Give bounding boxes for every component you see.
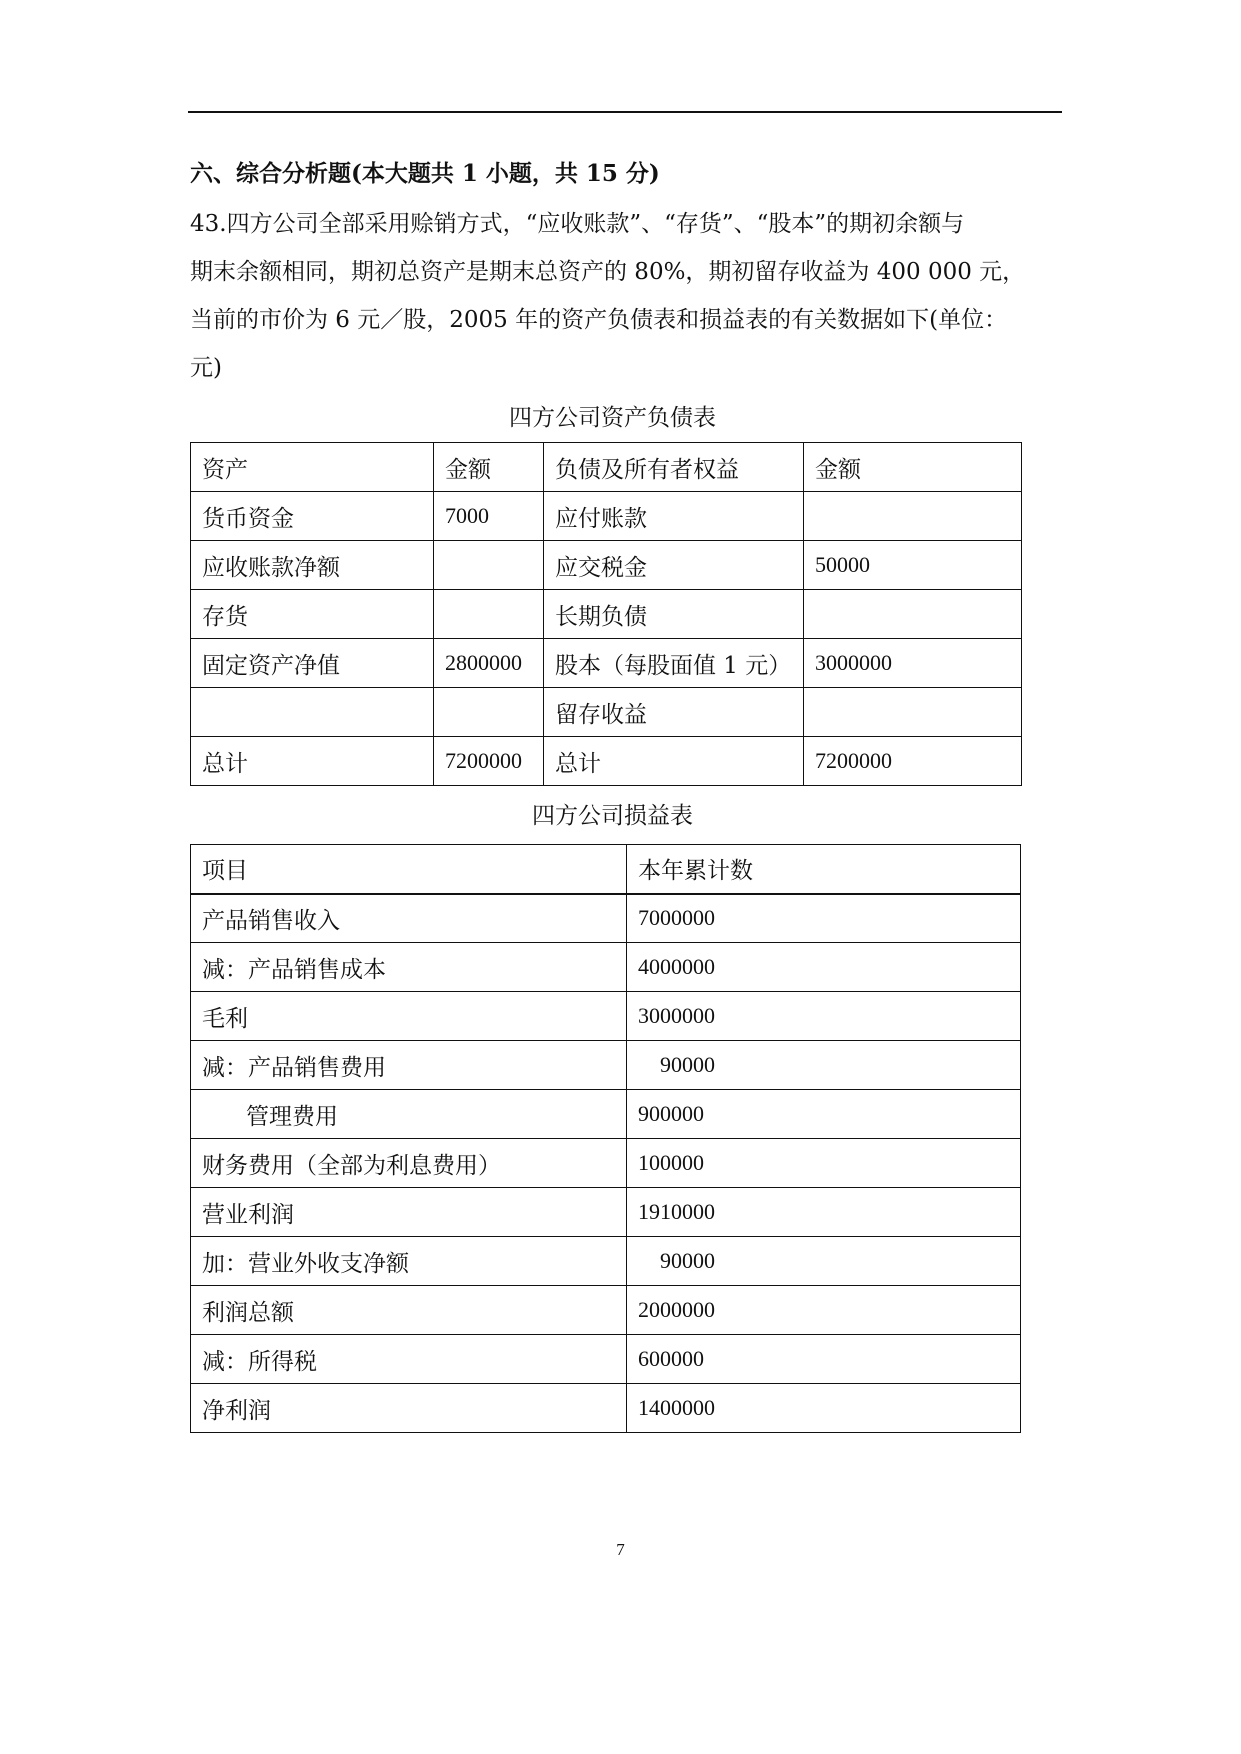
item-amount: 7000000 [627,894,1021,943]
table-row [191,590,1022,639]
table-row [191,1286,1021,1335]
page-number: 7 [616,1540,625,1559]
liability-amount [804,492,1022,541]
table-row [191,541,1022,590]
table-row [191,1384,1021,1433]
balance-sheet-table [190,442,1022,786]
table-header-row [191,845,1021,894]
table-row [191,1237,1021,1286]
question-line: 元) [190,355,222,381]
liability-label: 总计 [544,737,804,786]
liability-label: 留存收益 [544,688,804,737]
item-label: 加：营业外收支净额 [191,1237,627,1286]
table-row [191,1335,1021,1384]
item-amount: 600000 [627,1335,1021,1384]
header-rule [188,111,1062,113]
asset-amount: 2800000 [434,639,544,688]
asset-label: 固定资产净值 [191,639,434,688]
table-row [191,1188,1021,1237]
item-amount: 90000 [627,1041,1021,1090]
header-cell: 资产 [191,443,434,492]
header-cell: 本年累计数 [627,845,1021,894]
table-row [191,492,1022,541]
header-cell: 金额 [804,443,1022,492]
asset-amount: 7000 [434,492,544,541]
liability-amount: 50000 [804,541,1022,590]
item-label: 利润总额 [191,1286,627,1335]
liability-label: 应交税金 [544,541,804,590]
item-amount: 1910000 [627,1188,1021,1237]
item-label: 减：产品销售成本 [191,943,627,992]
table-row [191,1041,1021,1090]
item-amount: 90000 [627,1237,1021,1286]
liability-amount: 3000000 [804,639,1022,688]
asset-label: 货币资金 [191,492,434,541]
section-title: 六、综合分析题(本大题共 1 小题，共 15 分) [190,160,660,187]
liability-label: 应付账款 [544,492,804,541]
item-label: 毛利 [191,992,627,1041]
item-label: 减：所得税 [191,1335,627,1384]
question-text [190,200,1070,392]
income-statement-table [190,844,1021,1433]
asset-amount [434,541,544,590]
item-label: 净利润 [191,1384,627,1433]
liability-label: 股本（每股面值 1 元） [544,639,804,688]
asset-label: 应收账款净额 [191,541,434,590]
item-amount: 100000 [627,1139,1021,1188]
item-amount: 3000000 [627,992,1021,1041]
item-amount: 900000 [627,1090,1021,1139]
question-line: 43.四方公司全部采用赊销方式，“应收账款”、“存货”、“股本”的期初余额与 [190,211,965,237]
liability-amount [804,590,1022,639]
table-row [191,894,1021,943]
liability-amount [804,688,1022,737]
item-amount: 1400000 [627,1384,1021,1433]
liability-label: 长期负债 [544,590,804,639]
item-label: 管理费用 [191,1090,627,1139]
table-row [191,992,1021,1041]
table-row [191,943,1021,992]
item-amount: 4000000 [627,943,1021,992]
table-row [191,688,1022,737]
question-line: 当前的市价为 6 元／股，2005 年的资产负债表和损益表的有关数据如下(单位： [190,307,1008,333]
table-row [191,639,1022,688]
asset-label: 总计 [191,737,434,786]
item-label: 产品销售收入 [191,894,627,943]
header-cell: 项目 [191,845,627,894]
table-header-row [191,443,1022,492]
item-label: 财务费用（全部为利息费用） [191,1139,627,1188]
header-cell: 负债及所有者权益 [544,443,804,492]
header-cell: 金额 [434,443,544,492]
asset-amount [434,590,544,639]
asset-label [191,688,434,737]
item-label: 营业利润 [191,1188,627,1237]
liability-amount: 7200000 [804,737,1022,786]
item-label: 减：产品销售费用 [191,1041,627,1090]
item-amount: 2000000 [627,1286,1021,1335]
table-row [191,737,1022,786]
asset-amount: 7200000 [434,737,544,786]
table-row [191,1139,1021,1188]
income-statement-title: 四方公司损益表 [532,803,693,829]
asset-label: 存货 [191,590,434,639]
asset-amount [434,688,544,737]
table-row [191,1090,1021,1139]
question-line: 期末余额相同，期初总资产是期末总资产的 80%，期初留存收益为 400 000 元， [190,259,1026,285]
balance-sheet-title: 四方公司资产负债表 [509,405,716,431]
